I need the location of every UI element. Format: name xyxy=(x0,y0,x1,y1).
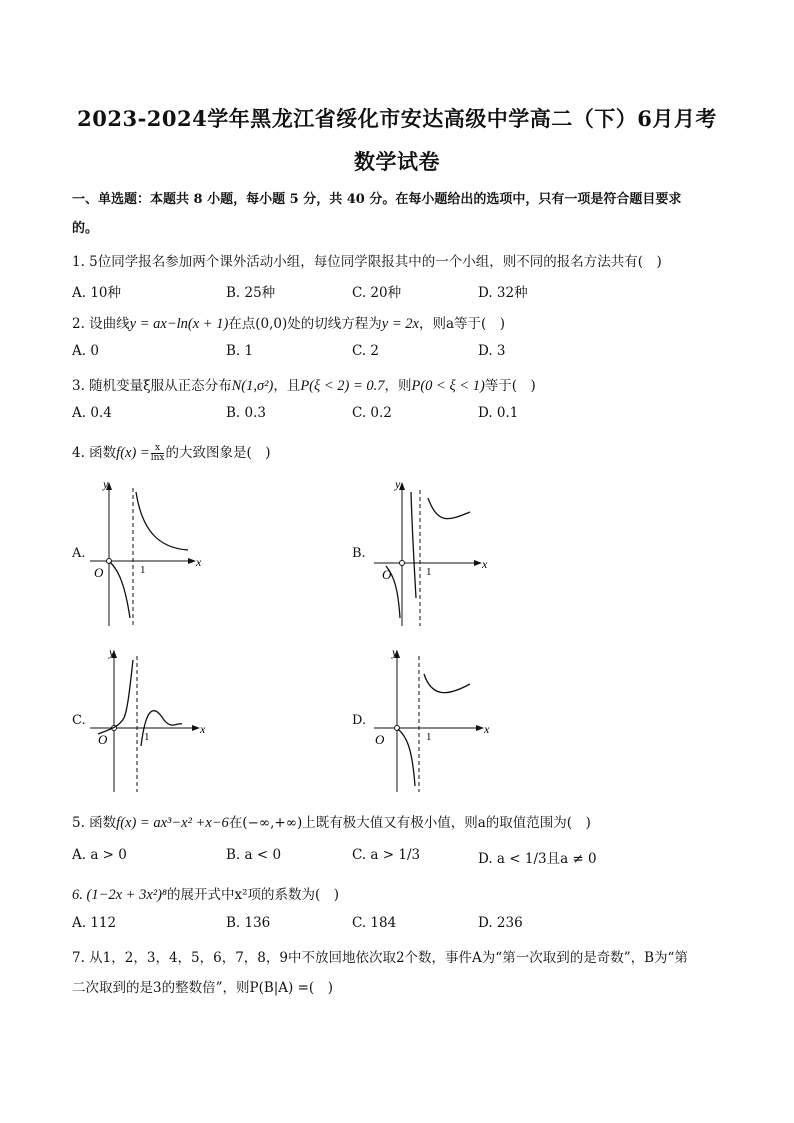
q2-option-c[interactable]: C. 2 xyxy=(352,343,380,359)
graph-b-x-arrow xyxy=(474,560,482,566)
q3-suffix: 等于( ) xyxy=(484,378,536,394)
q3-option-d[interactable]: D. 0.1 xyxy=(478,405,519,421)
graph-a-curve-right xyxy=(136,492,188,550)
graph-d[interactable] xyxy=(372,646,492,794)
question-4-text xyxy=(72,441,271,463)
graph-d-origin: O xyxy=(375,732,385,747)
exam-title-line2: 数学试卷 xyxy=(354,149,440,174)
q2-option-a[interactable]: A. 0 xyxy=(72,343,99,359)
graph-b-curve-right xyxy=(428,498,470,519)
q2-tangent-expr: y = 2x xyxy=(381,316,419,332)
q2-option-b[interactable]: B. 1 xyxy=(226,343,254,359)
q5-option-d[interactable]: D. a < 1/3且a ≠ 0 xyxy=(478,851,597,867)
graph-b-tick-1: 1 xyxy=(426,566,432,578)
q3-mid2: ，则 xyxy=(384,378,412,394)
graph-b-hole xyxy=(400,561,405,566)
q5-prefix: 5. 函数 xyxy=(72,815,117,831)
q4-function: f(x) = xyxy=(116,445,150,461)
graph-a-x-arrow xyxy=(188,558,196,564)
q1-option-a[interactable]: A. 10种 xyxy=(72,285,122,301)
q4-suffix: 的大致图象是( ) xyxy=(165,445,271,461)
q3-given-prob: P(ξ < 2) = 0.7 xyxy=(300,378,385,394)
graph-a-y-label: y xyxy=(103,477,109,491)
graph-c-tick-1: 1 xyxy=(144,731,150,743)
q2-mid: 在点(0,0)处的切线方程为 xyxy=(228,316,382,332)
q1-option-c[interactable]: C. 20种 xyxy=(352,285,402,301)
graph-b-origin: O xyxy=(382,567,392,582)
graph-a-tick-1: 1 xyxy=(140,564,146,576)
question-5-text xyxy=(72,811,591,832)
question-7-line2: 二次取到的是3的整数倍”，则P(B|A) =( ) xyxy=(72,980,333,996)
graph-d-x-label: x xyxy=(484,722,490,736)
question-1-text: 1. 5位同学报名参加两个课外活动小组，每位同学限报其中的一个小组，则不同的报名方法共有( ) xyxy=(72,254,662,270)
q5-mid: 在(−∞,+∞)上既有极大值又有极小值，则a的取值范围为( ) xyxy=(228,815,591,831)
q3-mid: ，且 xyxy=(273,378,301,394)
q6-suffix: 的展开式中x²项的系数为( ) xyxy=(167,887,340,903)
q6-option-d[interactable]: D. 236 xyxy=(478,915,523,931)
q1-option-d[interactable]: D. 32种 xyxy=(478,285,528,301)
q6-option-b[interactable]: B. 136 xyxy=(226,915,271,931)
graph-c-label[interactable]: C. xyxy=(72,713,86,728)
q4-prefix: 4. 函数 xyxy=(72,445,117,461)
q2-prefix: 2. 设曲线 xyxy=(72,316,130,332)
q5-function: f(x) = ax³−x² +x−6 xyxy=(116,815,229,831)
graph-a-curve-left xyxy=(110,562,130,618)
q3-target-prob: P(0 < ξ < 1) xyxy=(411,378,485,394)
question-7-line1: 7. 从1，2，3，4，5，6，7，8，9中不放回地依次取2个数，事件A为“第一次取到的是奇数”，B为“第 xyxy=(72,950,688,966)
exam-title-line1: 2023-2024学年黑龙江省绥化市安达高级中学高二（下）6月月考 xyxy=(77,106,717,131)
graph-b-x-label: x xyxy=(482,557,488,571)
question-3-text xyxy=(72,374,536,395)
graph-d-x-arrow xyxy=(476,725,484,731)
q5-option-b[interactable]: B. a < 0 xyxy=(226,847,282,863)
question-2-text xyxy=(72,312,505,333)
graph-c-origin: O xyxy=(98,732,108,747)
q1-option-b[interactable]: B. 25种 xyxy=(226,285,276,301)
graph-c[interactable] xyxy=(88,646,208,794)
q5-option-a[interactable]: A. a > 0 xyxy=(72,847,127,863)
q5-option-c[interactable]: C. a > 1/3 xyxy=(352,847,421,863)
q3-distribution: N(1,σ²) xyxy=(231,378,274,394)
graph-a-origin: O xyxy=(94,565,104,580)
graph-c-x-arrow xyxy=(192,725,200,731)
q2-option-d[interactable]: D. 3 xyxy=(478,343,506,359)
q4-frac-denominator: lnx xyxy=(150,453,165,463)
q6-option-a[interactable]: A. 112 xyxy=(72,915,117,931)
q3-option-c[interactable]: C. 0.2 xyxy=(352,405,392,421)
graph-a[interactable] xyxy=(88,478,208,628)
graph-b[interactable] xyxy=(372,478,492,628)
graph-b-label[interactable]: B. xyxy=(352,546,366,561)
section-instructions-line2: 的。 xyxy=(72,221,99,236)
q6-expression: 6. (1−2x + 3x²)⁸ xyxy=(72,887,167,903)
q4-fraction xyxy=(151,444,165,463)
graph-c-y-label: y xyxy=(109,645,115,659)
q6-option-c[interactable]: C. 184 xyxy=(352,915,397,931)
graph-d-tick-1: 1 xyxy=(426,731,432,743)
graph-c-x-label: x xyxy=(200,722,206,736)
graph-d-curve-left xyxy=(398,729,415,786)
q3-option-b[interactable]: B. 0.3 xyxy=(226,405,266,421)
section-instructions-line1: 一、单选题：本题共 8 小题，每小题 5 分，共 40 分。在每小题给出的选项中，只有一项是符合题目要求 xyxy=(72,192,682,207)
graph-a-x-label: x xyxy=(196,555,202,569)
graph-b-curve-mid xyxy=(411,492,416,598)
graph-d-label[interactable]: D. xyxy=(352,713,367,728)
graph-c-curve-left xyxy=(98,660,133,734)
graph-d-curve-right xyxy=(424,674,470,693)
q3-prefix: 3. 随机变量ξ服从正态分布 xyxy=(72,378,232,394)
q3-option-a[interactable]: A. 0.4 xyxy=(72,405,112,421)
q2-curve-expr: y = ax−ln(x + 1) xyxy=(129,316,229,332)
q2-suffix: ，则a等于( ) xyxy=(418,316,506,332)
q4-frac-numerator: x xyxy=(151,444,165,454)
graph-d-y-label: y xyxy=(392,645,398,659)
question-6-text xyxy=(72,883,339,904)
graph-a-label[interactable]: A. xyxy=(72,546,86,561)
graph-b-y-label: y xyxy=(395,477,401,491)
